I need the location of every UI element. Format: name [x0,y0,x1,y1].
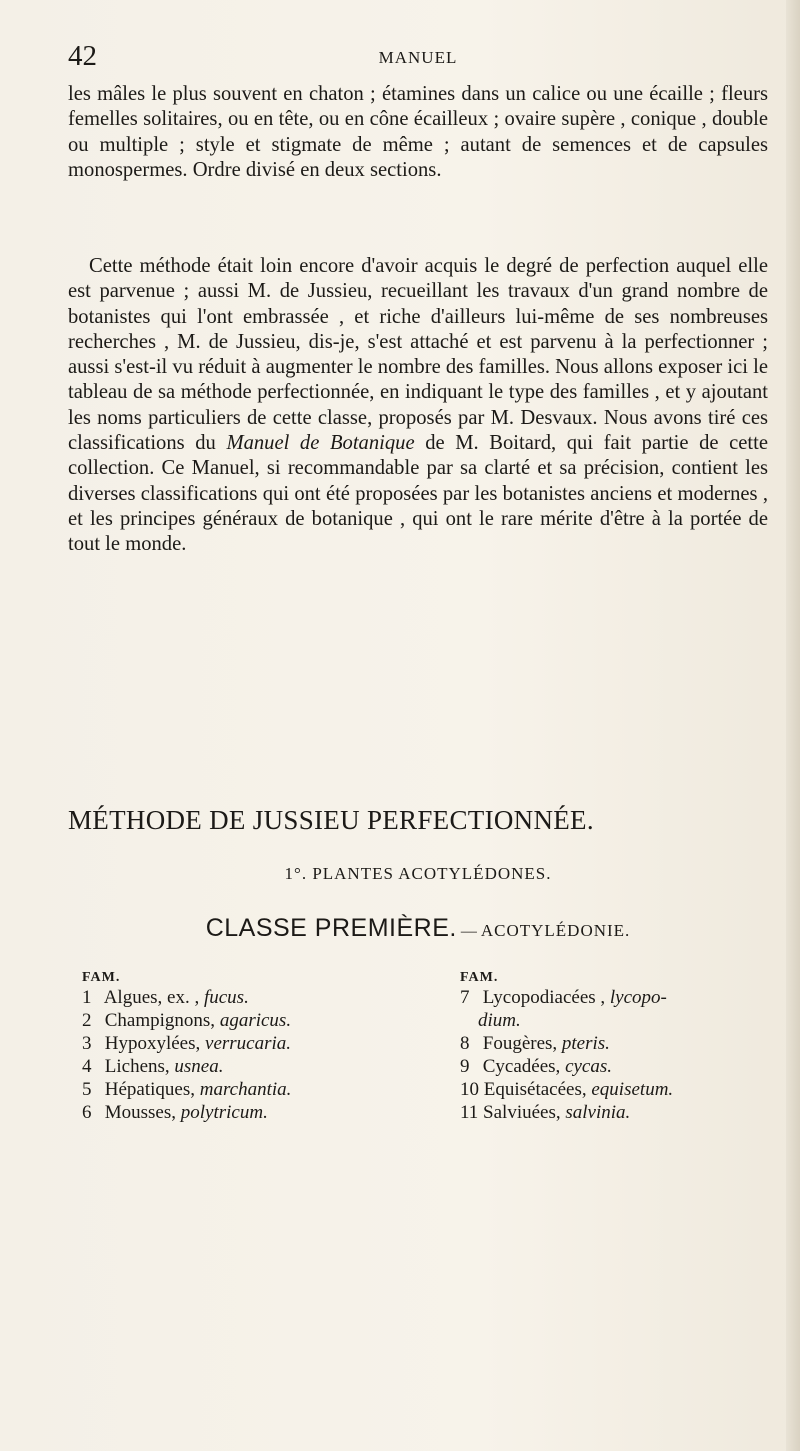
class-title [68,914,768,943]
family-type: equisetum. [591,1079,674,1100]
family-number: 11 [460,1102,479,1123]
family-type: verrucaria. [205,1033,292,1054]
family-name: Salviuées, [483,1102,566,1123]
family-number: 7 [460,987,470,1008]
family-type-continuation: dium. [478,1010,521,1031]
family-item [82,1032,442,1055]
family-name: Fougères, [482,1033,562,1054]
family-name: Hypoxylées, [104,1033,206,1054]
family-type: polytricum. [180,1102,268,1123]
family-item [82,986,442,1009]
family-number: 4 [82,1056,92,1077]
family-item [460,1078,800,1101]
family-name: Cycadées, [482,1056,566,1077]
method-title: MÉTHODE DE JUSSIEU PERFECTIONNÉE. [68,805,594,835]
family-name: Lichens, [104,1056,175,1077]
family-number: 3 [82,1033,92,1054]
paragraph-2-text-end: de M. Boitard, qui fait partie de cette collection. Ce Manuel, si recommandable par sa clarté et sa précision, contient les diverses classifications qui ont été proposées par les botanistes anciens et modernes , et les principes généraux de botanique , qui ont le rare mérite d'être à la portée de tout le monde. [68,432,768,556]
section-subtitle: 1°. PLANTES ACOTYLÉDONES. [284,864,552,883]
family-name: Algues, ex. , [103,987,204,1008]
family-type: agaricus. [219,1010,292,1031]
family-type: usnea. [174,1056,224,1077]
page-number: 42 [68,40,97,72]
family-item [82,1009,442,1032]
class-title-dash: — [456,923,481,940]
family-type: marchantia. [199,1079,292,1100]
class-title-main: CLASSE PREMIÈRE. [205,914,457,942]
family-name: Hépatiques, [104,1079,200,1100]
family-name: Equisétacées, [483,1079,592,1100]
family-type: salvinia. [565,1102,631,1123]
family-number: 2 [82,1010,92,1031]
paragraph-2-text: Cette méthode était loin encore d'avoir acquis le degré de perfection auquel elle est parvenue ; aussi M. de Jussieu, recueillant les travaux d'un grand nombre de botanistes qui l'ont embrassée , et riche d'ailleurs lui-même de ses nombreuses recherches , M. de Jussieu, dis-je, s'est attaché et est parvenu à la perfectionner ; aussi s'est-il vu réduit à augmenter le nombre des familles. Nous allons exposer ici le tableau de sa méthode perfectionnée, en indiquant le type des familles , et y ajoutant les noms particuliers de cette classe, proposés par M. Desvaux. Nous avons tiré ces classifications du [68,255,768,455]
family-number: 9 [460,1056,470,1077]
family-item [460,1032,800,1055]
running-head: MANUEL [378,48,458,67]
family-item [460,1101,800,1124]
family-name: Champignons, [104,1010,220,1031]
family-type: cycas. [565,1056,613,1077]
family-column-header: FAM. [82,970,121,985]
family-number: 1 [82,987,92,1008]
family-column-header: FAM. [460,970,499,985]
family-number: 10 [460,1079,479,1100]
family-number: 5 [82,1079,92,1100]
family-column-right [460,966,800,1124]
family-item [82,1101,442,1124]
page-header [68,40,768,76]
family-item [460,986,800,1009]
class-title-sub: ACOTYLÉDONIE. [480,921,631,940]
family-number: 8 [460,1033,470,1054]
family-item [460,1055,800,1078]
paragraph-1: les mâles le plus souvent en chaton ; étamines dans un calice ou une écaille ; fleurs femelles solitaires, ou en tête, ou en cône écailleux ; ovaire supère , conique , double ou multiple ; style et stigmate de même ; autant de semences et de capsules monospermes. Ordre divisé en deux sections. [68,83,768,181]
paragraph-2 [68,254,768,558]
family-column-left [82,966,442,1124]
family-type: fucus. [203,987,249,1008]
family-number: 6 [82,1102,92,1123]
family-type: pteris. [561,1033,610,1054]
family-item [82,1078,442,1101]
family-name: Mousses, [104,1102,181,1123]
book-title: Manuel de Botanique [226,432,415,455]
family-name: Lycopodiacées , [482,987,610,1008]
family-type: lycopo- [609,987,667,1008]
page-edge-shadow [786,0,800,1451]
family-item [82,1055,442,1078]
